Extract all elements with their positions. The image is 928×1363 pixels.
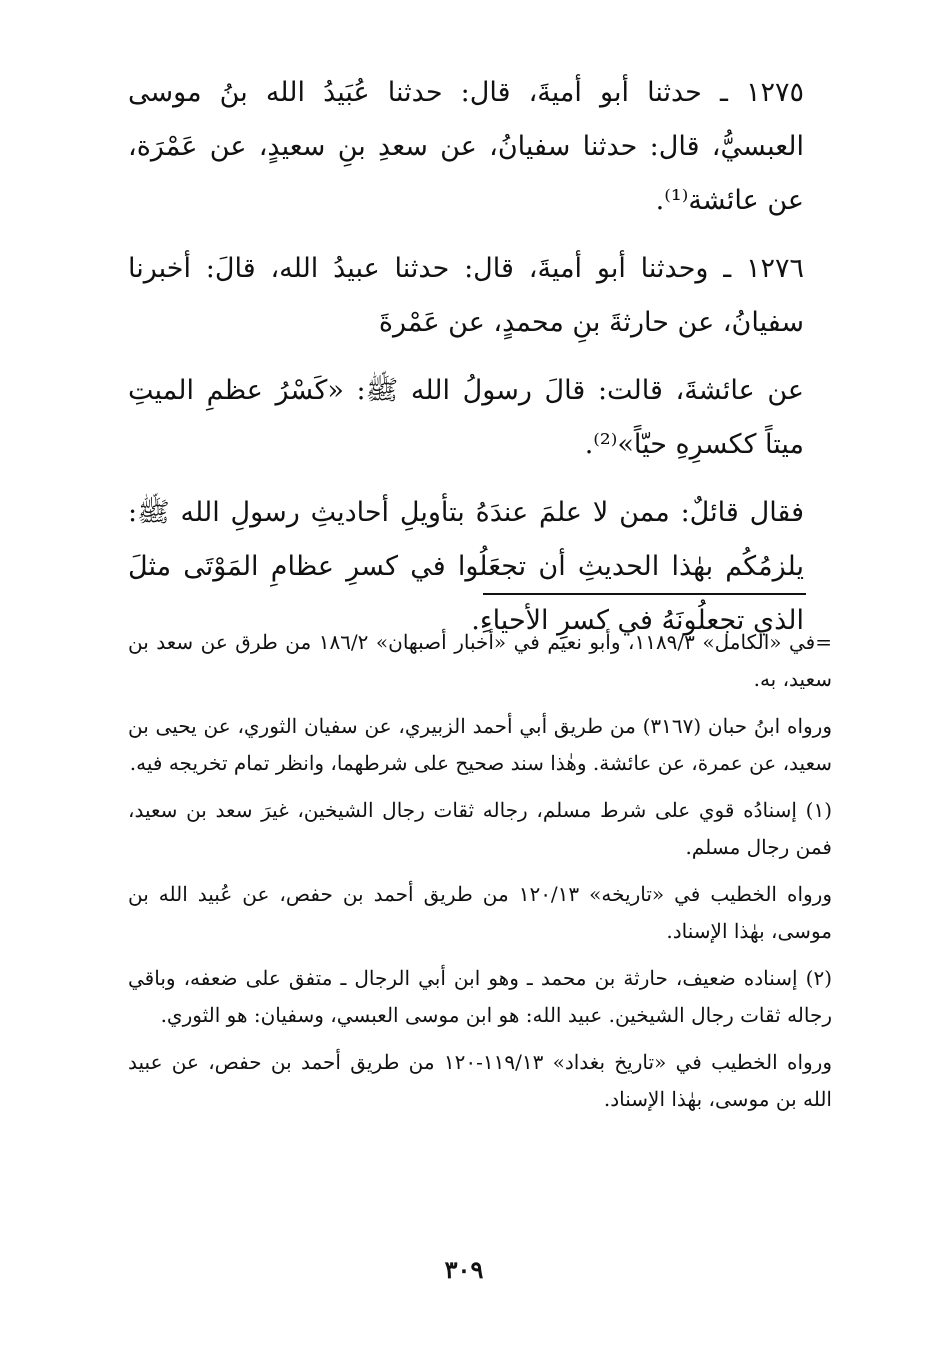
hadith-1276: ١٢٧٦ ـ وحدثنا أبو أميةَ، قال: حدثنا عبيدُ الله، قالَ: أخبرنا سفيانُ، عن حارثةَ بنِ محمدٍ، عن عَمْرةَ <box>128 253 804 338</box>
commentary-paragraph: فقال قائلٌ: ممن لا علمَ عندَهُ بتأويلِ أحاديثِ رسولِ الله ﷺ: يلزمُكُم بهٰذا الحديثِ أن تجعَلُوا في كسرِ عظامِ المَوْتَى مثلَ الذي تجعلُونَهُ في كسرِ الأحياءِ. <box>128 497 804 636</box>
footnote-1-khatib: ورواه الخطيب في «تاريخه» ١٢٠/١٣ من طريق أحمد بن حفص، عن عُبيد الله بن موسى، بهٰذا الإسناد. <box>128 882 832 943</box>
main-text <box>128 66 804 648</box>
footnote-divider <box>483 593 806 595</box>
hadith-1276-continued: عن عائشةَ، قالت: قالَ رسولُ الله ﷺ: «كَسْرُ عظمِ الميتِ ميتاً ككسرِهِ حيّاً»⁽²⁾. <box>128 375 804 460</box>
footnotes <box>128 624 832 1128</box>
footnote-2: (٢) إسناده ضعيف، حارثة بن محمد ـ وهو ابن أبي الرجال ـ متفق على ضعفه، وباقي رجاله ثقات رجال الشيخين. عبيد الله: هو ابن موسى العبسي، وسفيان: هو الثوري. <box>128 966 832 1027</box>
page-number: ٣٠٩ <box>444 1255 484 1284</box>
footnote-ibn-hibban: ورواه ابنُ حبان (٣١٦٧) من طريق أبي أحمد الزبيري، عن سفيان الثوري، عن يحيى بن سعيد، عن عمرة، عن عائشة. وهٰذا سند صحيح على شرطهما، وانظر تمام تخريجه فيه. <box>128 714 832 775</box>
footnote-continuation: =في «الكامل» ١١٨٩/٣، وأبو نعيم في «أخبار أصبهان» ١٨٦/٢ من طرق عن سعد بن سعيد، به. <box>128 630 832 691</box>
footnote-2-khatib: ورواه الخطيب في «تاريخ بغداد» ١١٩/١٣-١٢٠ من طريق أحمد بن حفص، عن عبيد الله بن موسى، بهٰذا الإسناد. <box>128 1050 832 1111</box>
hadith-1275: ١٢٧٥ ـ حدثنا أبو أميةَ، قال: حدثنا عُبَيدُ الله بنُ موسى العبسيُّ، قال: حدثنا سفيانُ، عن سعدِ بنِ سعيدٍ، عن عَمْرَة، عن عائشة⁽¹⁾. <box>128 77 804 216</box>
footnote-1: (١) إسنادُه قوي على شرط مسلم، رجاله ثقات رجال الشيخين، غيرَ سعد بن سعيد، فمن رجال مسلم. <box>128 798 832 859</box>
